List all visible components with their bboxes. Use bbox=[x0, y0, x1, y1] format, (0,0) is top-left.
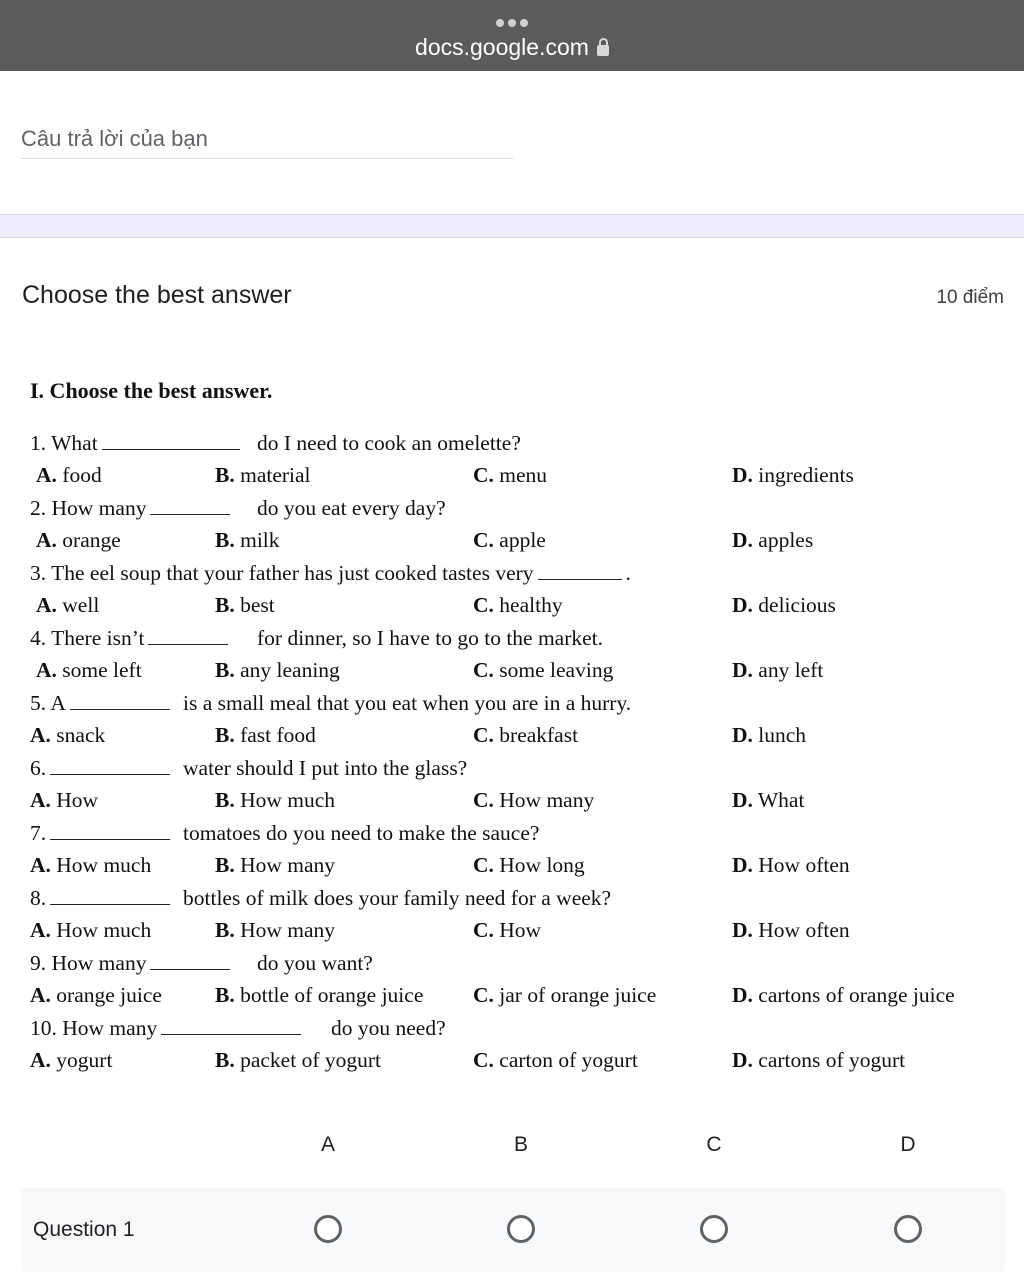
question-stem: 5. A bbox=[30, 691, 66, 715]
option-text: snack bbox=[50, 723, 106, 747]
question-continuation: is a small meal that you eat when you are in a hurry. bbox=[183, 691, 632, 715]
option-text: How many bbox=[234, 853, 336, 877]
question-8-option-d bbox=[732, 918, 850, 943]
option-letter: A. bbox=[30, 723, 51, 747]
question-2-option-a bbox=[36, 528, 121, 553]
question-4-option-d bbox=[732, 658, 823, 683]
question-9-option-b bbox=[215, 983, 423, 1008]
question-1-option-d bbox=[732, 463, 854, 488]
question-continuation: for dinner, so I have to go to the market. bbox=[257, 626, 604, 650]
option-text: cartons of yogurt bbox=[752, 1048, 906, 1072]
option-text: How often bbox=[752, 853, 850, 877]
answer-blank bbox=[161, 1018, 301, 1035]
option-text: cartons of orange juice bbox=[752, 983, 955, 1007]
question-6-option-a bbox=[30, 788, 98, 813]
option-letter: C. bbox=[473, 983, 494, 1007]
question-5 bbox=[30, 691, 632, 716]
option-letter: A. bbox=[36, 593, 57, 617]
option-text: What bbox=[752, 788, 805, 812]
option-letter: B. bbox=[215, 463, 235, 487]
url-text: docs.google.com bbox=[415, 34, 589, 60]
radio-question-1-a[interactable] bbox=[314, 1215, 342, 1243]
option-text: ingredients bbox=[752, 463, 854, 487]
question-3-option-d bbox=[732, 593, 836, 618]
answer-blank bbox=[50, 823, 170, 840]
question-stem: 2. How many bbox=[30, 496, 147, 520]
section-divider bbox=[0, 214, 1024, 238]
radio-question-1-d[interactable] bbox=[894, 1215, 922, 1243]
option-text: How much bbox=[234, 788, 336, 812]
option-letter: C. bbox=[473, 528, 494, 552]
option-letter: C. bbox=[473, 1048, 494, 1072]
option-letter: C. bbox=[473, 463, 494, 487]
browser-address-bar bbox=[0, 0, 1024, 71]
question-stem: 10. How many bbox=[30, 1016, 158, 1040]
question-8 bbox=[30, 886, 612, 911]
question-1-option-b bbox=[215, 463, 311, 488]
question-10-option-a bbox=[30, 1048, 112, 1073]
question-4 bbox=[30, 626, 604, 651]
question-9 bbox=[30, 951, 373, 976]
grid-column-c: C bbox=[706, 1133, 722, 1156]
more-options-icon[interactable] bbox=[0, 14, 1024, 26]
option-letter: B. bbox=[215, 593, 235, 617]
question-5-option-a bbox=[30, 723, 105, 748]
option-text: fast food bbox=[234, 723, 316, 747]
answer-blank bbox=[70, 693, 170, 710]
answer-blank bbox=[148, 628, 228, 645]
option-text: best bbox=[234, 593, 275, 617]
option-text: delicious bbox=[752, 593, 836, 617]
option-text: How many bbox=[493, 788, 595, 812]
radio-question-1-b[interactable] bbox=[507, 1215, 535, 1243]
question-9-option-a bbox=[30, 983, 162, 1008]
option-text: well bbox=[56, 593, 100, 617]
question-stem: 6. bbox=[30, 756, 47, 780]
option-letter: D. bbox=[732, 658, 753, 682]
points-label: 10 điểm bbox=[936, 287, 1004, 308]
option-text: How many bbox=[234, 918, 336, 942]
question-continuation: tomatoes do you need to make the sauce? bbox=[183, 821, 540, 845]
option-letter: D. bbox=[732, 853, 753, 877]
option-letter: A. bbox=[36, 658, 57, 682]
exercise-heading: I. Choose the best answer. bbox=[30, 378, 273, 403]
question-8-option-b bbox=[215, 918, 335, 943]
question-5-option-d bbox=[732, 723, 806, 748]
option-letter: B. bbox=[215, 723, 235, 747]
option-text: material bbox=[234, 463, 311, 487]
question-6-option-c bbox=[473, 788, 594, 813]
option-text: milk bbox=[234, 528, 280, 552]
question-stem: 3. The eel soup that your father has just cooked tastes very bbox=[30, 561, 534, 585]
option-letter: D. bbox=[732, 593, 753, 617]
lock-icon bbox=[597, 45, 609, 56]
question-stem: 7. bbox=[30, 821, 47, 845]
question-1-option-c bbox=[473, 463, 547, 488]
question-7-option-c bbox=[473, 853, 585, 878]
question-2-option-c bbox=[473, 528, 546, 553]
answer-blank bbox=[102, 433, 240, 450]
question-stem: 8. bbox=[30, 886, 47, 910]
option-text: How much bbox=[50, 918, 152, 942]
option-letter: A. bbox=[30, 918, 51, 942]
question-6-option-b bbox=[215, 788, 335, 813]
option-letter: B. bbox=[215, 853, 235, 877]
question-7 bbox=[30, 821, 540, 846]
answer-blank bbox=[150, 953, 230, 970]
question-continuation: do you need? bbox=[331, 1016, 446, 1040]
option-text: apple bbox=[493, 528, 546, 552]
question-7-option-d bbox=[732, 853, 850, 878]
option-text: jar of orange juice bbox=[493, 983, 657, 1007]
option-text: food bbox=[56, 463, 102, 487]
question-continuation: bottles of milk does your family need for a week? bbox=[183, 886, 612, 910]
question-10 bbox=[30, 1016, 446, 1041]
answer-blank bbox=[150, 498, 230, 515]
question-4-option-a bbox=[36, 658, 142, 683]
option-letter: B. bbox=[215, 788, 235, 812]
option-text: apples bbox=[752, 528, 814, 552]
option-letter: C. bbox=[473, 593, 494, 617]
option-letter: D. bbox=[732, 528, 753, 552]
question-3-option-c bbox=[473, 593, 563, 618]
question-4-option-b bbox=[215, 658, 340, 683]
option-text: any leaning bbox=[234, 658, 340, 682]
radio-question-1-c[interactable] bbox=[700, 1215, 728, 1243]
option-letter: C. bbox=[473, 918, 494, 942]
option-text: How long bbox=[493, 853, 585, 877]
option-text: any left bbox=[752, 658, 824, 682]
grid-row-question-1 bbox=[21, 1188, 1005, 1272]
question-continuation: do you want? bbox=[257, 951, 373, 975]
url-display[interactable] bbox=[0, 34, 1024, 61]
option-text: bottle of orange juice bbox=[234, 983, 424, 1007]
option-letter: A. bbox=[30, 1048, 51, 1072]
question-10-option-c bbox=[473, 1048, 638, 1073]
question-8-option-c bbox=[473, 918, 541, 943]
option-text: some left bbox=[56, 658, 142, 682]
question-stem: 1. What bbox=[30, 431, 98, 455]
option-text: some leaving bbox=[493, 658, 614, 682]
option-text: How bbox=[50, 788, 99, 812]
option-letter: C. bbox=[473, 658, 494, 682]
question-continuation: . bbox=[625, 561, 631, 585]
option-letter: C. bbox=[473, 853, 494, 877]
option-text: How often bbox=[752, 918, 850, 942]
grid-column-d: D bbox=[900, 1133, 916, 1156]
question-5-option-b bbox=[215, 723, 316, 748]
option-text: lunch bbox=[752, 723, 807, 747]
option-letter: A. bbox=[36, 463, 57, 487]
option-letter: B. bbox=[215, 918, 235, 942]
answer-blank bbox=[50, 888, 170, 905]
option-letter: D. bbox=[732, 1048, 753, 1072]
grid-column-b: B bbox=[513, 1133, 528, 1156]
option-letter: D. bbox=[732, 788, 753, 812]
option-text: How bbox=[493, 918, 542, 942]
option-letter: D. bbox=[732, 463, 753, 487]
question-9-option-c bbox=[473, 983, 656, 1008]
question-stem: 9. How many bbox=[30, 951, 147, 975]
option-text: yogurt bbox=[50, 1048, 113, 1072]
option-letter: B. bbox=[215, 528, 235, 552]
option-letter: B. bbox=[215, 1048, 235, 1072]
option-letter: A. bbox=[30, 788, 51, 812]
option-letter: A. bbox=[36, 528, 57, 552]
option-text: packet of yogurt bbox=[234, 1048, 381, 1072]
question-7-option-a bbox=[30, 853, 151, 878]
question-2-option-b bbox=[215, 528, 280, 553]
option-letter: C. bbox=[473, 723, 494, 747]
question-8-option-a bbox=[30, 918, 151, 943]
question-1-option-a bbox=[36, 463, 102, 488]
question-10-option-b bbox=[215, 1048, 381, 1073]
option-text: orange bbox=[56, 528, 121, 552]
question-6-option-d bbox=[732, 788, 804, 813]
question-2 bbox=[30, 496, 446, 521]
option-letter: B. bbox=[215, 658, 235, 682]
option-letter: A. bbox=[30, 853, 51, 877]
question-title: Choose the best answer bbox=[22, 281, 292, 309]
option-letter: B. bbox=[215, 983, 235, 1007]
question-6 bbox=[30, 756, 468, 781]
short-answer-input[interactable] bbox=[21, 120, 513, 159]
option-text: carton of yogurt bbox=[493, 1048, 638, 1072]
option-text: healthy bbox=[493, 593, 563, 617]
question-continuation: do I need to cook an omelette? bbox=[257, 431, 521, 455]
option-letter: D. bbox=[732, 918, 753, 942]
question-continuation: do you eat every day? bbox=[257, 496, 446, 520]
question-7-option-b bbox=[215, 853, 335, 878]
question-stem: 4. There isn’t bbox=[30, 626, 145, 650]
answer-blank bbox=[538, 563, 622, 580]
option-letter: C. bbox=[473, 788, 494, 812]
option-letter: D. bbox=[732, 983, 753, 1007]
option-text: orange juice bbox=[50, 983, 162, 1007]
question-3-option-a bbox=[36, 593, 99, 618]
option-letter: D. bbox=[732, 723, 753, 747]
question-10-option-d bbox=[732, 1048, 905, 1073]
question-5-option-c bbox=[473, 723, 578, 748]
question-9-option-d bbox=[732, 983, 955, 1008]
option-text: breakfast bbox=[493, 723, 579, 747]
question-2-option-d bbox=[732, 528, 813, 553]
question-3-option-b bbox=[215, 593, 275, 618]
option-text: menu bbox=[493, 463, 548, 487]
answer-blank bbox=[50, 758, 170, 775]
question-continuation: water should I put into the glass? bbox=[183, 756, 468, 780]
question-4-option-c bbox=[473, 658, 613, 683]
option-text: How much bbox=[50, 853, 152, 877]
question-1 bbox=[30, 431, 521, 456]
option-letter: A. bbox=[30, 983, 51, 1007]
grid-column-a: A bbox=[320, 1133, 335, 1156]
question-3 bbox=[30, 561, 631, 586]
grid-row-label: Question 1 bbox=[33, 1218, 135, 1241]
